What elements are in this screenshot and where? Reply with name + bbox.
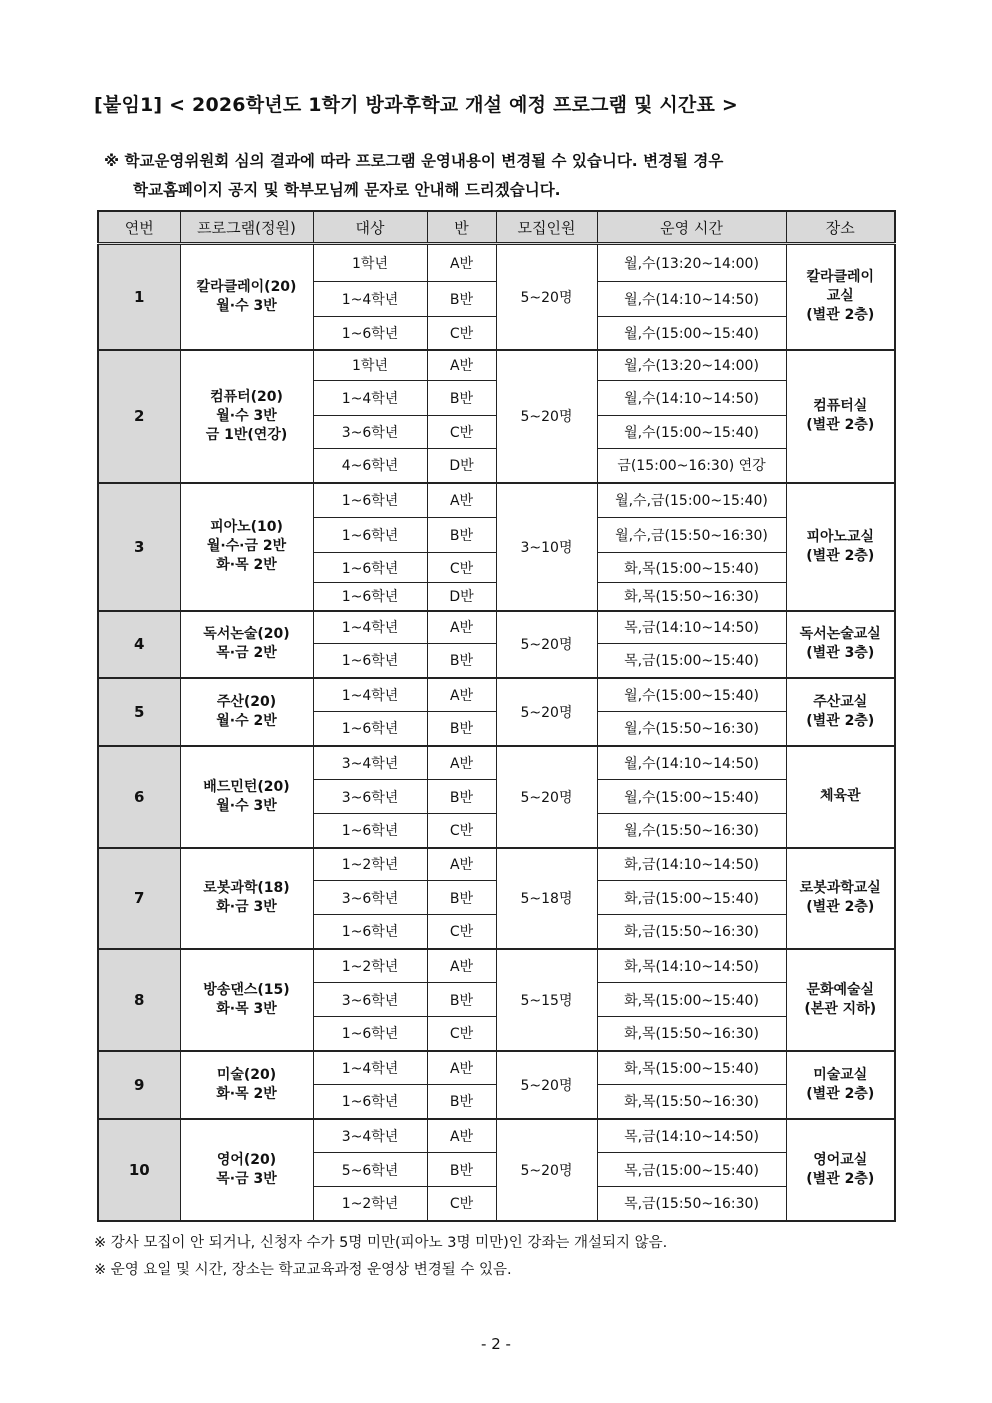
- place: [786, 483, 895, 611]
- place-line: (별관 2층): [806, 307, 875, 324]
- target-grade: 1~6학년: [313, 518, 427, 553]
- recruit-count: 5~20명: [496, 611, 597, 678]
- class-name: B반: [427, 1085, 496, 1119]
- program-line: 금 1반(연강): [205, 426, 288, 443]
- target-grade: 1~6학년: [313, 1017, 427, 1051]
- program-line: 칼라클레이(20): [196, 278, 297, 295]
- target-grade: 1학년: [313, 244, 427, 282]
- document-title: [붙임1] < 2026학년도 1학기 방과후학교 개설 예정 프로그램 및 시간표 >: [94, 94, 738, 116]
- target-grade: 4~6학년: [313, 449, 427, 483]
- place: [786, 848, 895, 949]
- table-row: [98, 350, 895, 381]
- header-recruit: 모집인원: [496, 211, 597, 244]
- class-name: D반: [427, 583, 496, 611]
- footnote-2: ※ 운영 요일 및 시간, 장소는 학교교육과정 운영상 변경될 수 있음.: [94, 1262, 512, 1278]
- program-name: [180, 746, 313, 848]
- target-grade: 3~4학년: [313, 1119, 427, 1153]
- class-name: B반: [427, 282, 496, 317]
- notice-line-2: 학교홈페이지 공지 및 학부모님께 문자로 안내해 드리겠습니다.: [133, 181, 561, 199]
- target-grade: 1~4학년: [313, 381, 427, 416]
- place-line: 피아노교실: [806, 528, 875, 545]
- target-grade: 1~2학년: [313, 949, 427, 983]
- operating-time: 월,수(15:50~16:30): [597, 814, 786, 848]
- place-line: (별관 3층): [806, 645, 875, 661]
- notice: [104, 147, 723, 205]
- recruit-count: 5~20명: [496, 746, 597, 848]
- header-class: 반: [427, 211, 496, 244]
- program-line: 화·금 3반: [216, 899, 277, 915]
- operating-time: 목,금(15:00~15:40): [597, 644, 786, 678]
- footnote-1: ※ 강사 모집이 안 되거나, 신청자 수가 5명 미만(피아노 3명 미만)인 강좌는 개설되지 않음.: [94, 1235, 668, 1251]
- table-row: [98, 746, 895, 780]
- header-target: 대상: [313, 211, 427, 244]
- operating-time: 화,금(15:00~15:40): [597, 881, 786, 915]
- program-line: 월·수 2반: [216, 712, 277, 729]
- program-name: [180, 678, 313, 746]
- place-line: 주산교실: [813, 693, 868, 710]
- row-number: 1: [98, 244, 180, 350]
- class-name: A반: [427, 949, 496, 983]
- program-line: 목·금 3반: [216, 1170, 277, 1187]
- program-line: 컴퓨터(20): [210, 388, 283, 405]
- program-line: 월·수 3반: [216, 407, 277, 424]
- class-name: C반: [427, 317, 496, 350]
- program-name: [180, 1119, 313, 1221]
- table-header-row: [98, 211, 895, 244]
- class-name: B반: [427, 780, 496, 814]
- header-program: 프로그램(정원): [180, 211, 313, 244]
- place-line: (별관 2층): [806, 547, 875, 564]
- page-number: - 2 -: [481, 1335, 511, 1353]
- program-name: [180, 350, 313, 483]
- operating-time: 금(15:00~16:30) 연강: [597, 449, 786, 483]
- table-row: [98, 244, 895, 282]
- recruit-count: 5~20명: [496, 350, 597, 483]
- class-name: C반: [427, 1017, 496, 1051]
- table-row: [98, 1051, 895, 1085]
- program-line: 월·수 3반: [216, 797, 277, 814]
- operating-time: 월,수(15:00~15:40): [597, 780, 786, 814]
- row-number: 6: [98, 746, 180, 848]
- operating-time: 월,수(15:50~16:30): [597, 712, 786, 746]
- place: [786, 1119, 895, 1221]
- class-name: C반: [427, 814, 496, 848]
- class-name: A반: [427, 1051, 496, 1085]
- target-grade: 1~4학년: [313, 611, 427, 644]
- operating-time: 월,수,금(15:50~16:30): [597, 518, 786, 553]
- operating-time: 화,목(14:10~14:50): [597, 949, 786, 983]
- operating-time: 월,수(14:10~14:50): [597, 381, 786, 416]
- operating-time: 목,금(15:50~16:30): [597, 1187, 786, 1221]
- target-grade: 1~6학년: [313, 644, 427, 678]
- place-line: 로봇과학교실: [799, 880, 881, 896]
- class-name: A반: [427, 483, 496, 518]
- place-line: (별관 2층): [806, 899, 875, 915]
- target-grade: 1~6학년: [313, 814, 427, 848]
- place-line: 체육관: [819, 788, 861, 804]
- class-name: A반: [427, 350, 496, 381]
- place-line: 교실: [826, 288, 854, 305]
- recruit-count: 3~10명: [496, 483, 597, 611]
- table-row: [98, 1119, 895, 1153]
- program-line: 로봇과학(18): [203, 880, 290, 896]
- class-name: B반: [427, 381, 496, 416]
- operating-time: 월,수(14:10~14:50): [597, 746, 786, 780]
- target-grade: 3~4학년: [313, 746, 427, 780]
- class-name: C반: [427, 553, 496, 583]
- target-grade: 1~6학년: [313, 553, 427, 583]
- target-grade: 1~4학년: [313, 678, 427, 712]
- operating-time: 월,수(15:00~15:40): [597, 416, 786, 449]
- place: [786, 244, 895, 350]
- operating-time: 화,목(15:00~15:40): [597, 983, 786, 1017]
- row-number: 5: [98, 678, 180, 746]
- table-row: [98, 611, 895, 644]
- place-line: (별관 2층): [806, 417, 875, 433]
- place-line: (본관 지하): [804, 1000, 877, 1017]
- footnotes: [94, 1230, 667, 1284]
- operating-time: 월,수(13:20~14:00): [597, 350, 786, 381]
- operating-time: 월,수(13:20~14:00): [597, 244, 786, 282]
- program-name: [180, 848, 313, 949]
- place-line: (별관 2층): [806, 1085, 875, 1102]
- class-name: C반: [427, 915, 496, 949]
- place-line: 칼라클레이: [806, 269, 875, 286]
- place: [786, 678, 895, 746]
- program-line: 독서논술(20): [203, 626, 290, 642]
- header-time: 운영 시간: [597, 211, 786, 244]
- target-grade: 3~6학년: [313, 780, 427, 814]
- place-line: 컴퓨터실: [813, 398, 868, 414]
- class-name: C반: [427, 1187, 496, 1221]
- operating-time: 화,목(15:00~15:40): [597, 553, 786, 583]
- table-row: [98, 848, 895, 881]
- operating-time: 목,금(14:10~14:50): [597, 611, 786, 644]
- place: [786, 611, 895, 678]
- row-number: 10: [98, 1119, 180, 1221]
- program-line: 배드민턴(20): [203, 778, 290, 795]
- class-name: A반: [427, 848, 496, 881]
- place-line: (별관 2층): [806, 712, 875, 729]
- class-name: B반: [427, 1153, 496, 1187]
- class-name: A반: [427, 678, 496, 712]
- row-number: 3: [98, 483, 180, 611]
- target-grade: 1~4학년: [313, 282, 427, 317]
- class-name: B반: [427, 712, 496, 746]
- program-line: 화·목 3반: [216, 1000, 277, 1017]
- program-name: [180, 244, 313, 350]
- operating-time: 화,목(15:50~16:30): [597, 583, 786, 611]
- target-grade: 3~6학년: [313, 983, 427, 1017]
- place: [786, 1051, 895, 1119]
- target-grade: 1~2학년: [313, 1187, 427, 1221]
- program-line: 미술(20): [216, 1066, 277, 1083]
- target-grade: 1학년: [313, 350, 427, 381]
- operating-time: 화,금(14:10~14:50): [597, 848, 786, 881]
- place-line: 독서논술교실: [799, 626, 881, 642]
- operating-time: 목,금(14:10~14:50): [597, 1119, 786, 1153]
- class-name: C반: [427, 416, 496, 449]
- operating-time: 목,금(15:00~15:40): [597, 1153, 786, 1187]
- operating-time: 화,목(15:50~16:30): [597, 1017, 786, 1051]
- target-grade: 1~6학년: [313, 317, 427, 350]
- class-name: A반: [427, 611, 496, 644]
- header-place: 장소: [786, 211, 895, 244]
- class-name: B반: [427, 983, 496, 1017]
- program-line: 목·금 2반: [216, 645, 277, 661]
- notice-line-1: ※ 학교운영위원회 심의 결과에 따라 프로그램 운영내용이 변경될 수 있습니다. 변경될 경우: [104, 152, 724, 170]
- row-number: 7: [98, 848, 180, 949]
- table-row: [98, 483, 895, 518]
- target-grade: 1~6학년: [313, 915, 427, 949]
- operating-time: 월,수,금(15:00~15:40): [597, 483, 786, 518]
- target-grade: 1~6학년: [313, 483, 427, 518]
- row-number: 9: [98, 1051, 180, 1119]
- target-grade: 1~4학년: [313, 1051, 427, 1085]
- recruit-count: 5~20명: [496, 244, 597, 350]
- program-line: 월·수 3반: [216, 297, 277, 314]
- target-grade: 3~6학년: [313, 881, 427, 915]
- program-line: 방송댄스(15): [203, 981, 290, 998]
- operating-time: 화,금(15:50~16:30): [597, 915, 786, 949]
- place: [786, 949, 895, 1051]
- place: [786, 350, 895, 483]
- recruit-count: 5~20명: [496, 678, 597, 746]
- program-name: [180, 611, 313, 678]
- operating-time: 화,목(15:50~16:30): [597, 1085, 786, 1119]
- place-line: (별관 2층): [806, 1170, 875, 1187]
- class-name: A반: [427, 746, 496, 780]
- operating-time: 화,목(15:00~15:40): [597, 1051, 786, 1085]
- target-grade: 1~2학년: [313, 848, 427, 881]
- class-name: B반: [427, 518, 496, 553]
- operating-time: 월,수(14:10~14:50): [597, 282, 786, 317]
- program-name: [180, 1051, 313, 1119]
- program-line: 피아노(10): [210, 519, 283, 535]
- operating-time: 월,수(15:00~15:40): [597, 678, 786, 712]
- operating-time: 월,수(15:00~15:40): [597, 317, 786, 350]
- row-number: 2: [98, 350, 180, 483]
- recruit-count: 5~20명: [496, 1051, 597, 1119]
- program-name: [180, 483, 313, 611]
- target-grade: 3~6학년: [313, 416, 427, 449]
- program-line: 영어(20): [216, 1151, 277, 1168]
- class-name: A반: [427, 244, 496, 282]
- recruit-count: 5~15명: [496, 949, 597, 1051]
- program-line: 주산(20): [216, 693, 277, 710]
- place-line: 영어교실: [813, 1151, 868, 1168]
- place: [786, 746, 895, 848]
- row-number: 8: [98, 949, 180, 1051]
- program-line: 월·수·금 2반: [206, 538, 287, 554]
- recruit-count: 5~18명: [496, 848, 597, 949]
- recruit-count: 5~20명: [496, 1119, 597, 1221]
- target-grade: 1~6학년: [313, 712, 427, 746]
- target-grade: 1~6학년: [313, 1085, 427, 1119]
- place-line: 미술교실: [813, 1066, 868, 1083]
- header-no: 연번: [98, 211, 180, 244]
- row-number: 4: [98, 611, 180, 678]
- class-name: B반: [427, 644, 496, 678]
- table-row: [98, 949, 895, 983]
- class-name: D반: [427, 449, 496, 483]
- table-body: [98, 244, 895, 1221]
- program-line: 화·목 2반: [216, 557, 277, 573]
- table-row: [98, 678, 895, 712]
- class-name: B반: [427, 881, 496, 915]
- program-name: [180, 949, 313, 1051]
- class-name: A반: [427, 1119, 496, 1153]
- place-line: 문화예술실: [806, 981, 875, 998]
- target-grade: 1~6학년: [313, 583, 427, 611]
- program-line: 화·목 2반: [216, 1085, 277, 1102]
- schedule-table: [97, 210, 896, 1222]
- target-grade: 5~6학년: [313, 1153, 427, 1187]
